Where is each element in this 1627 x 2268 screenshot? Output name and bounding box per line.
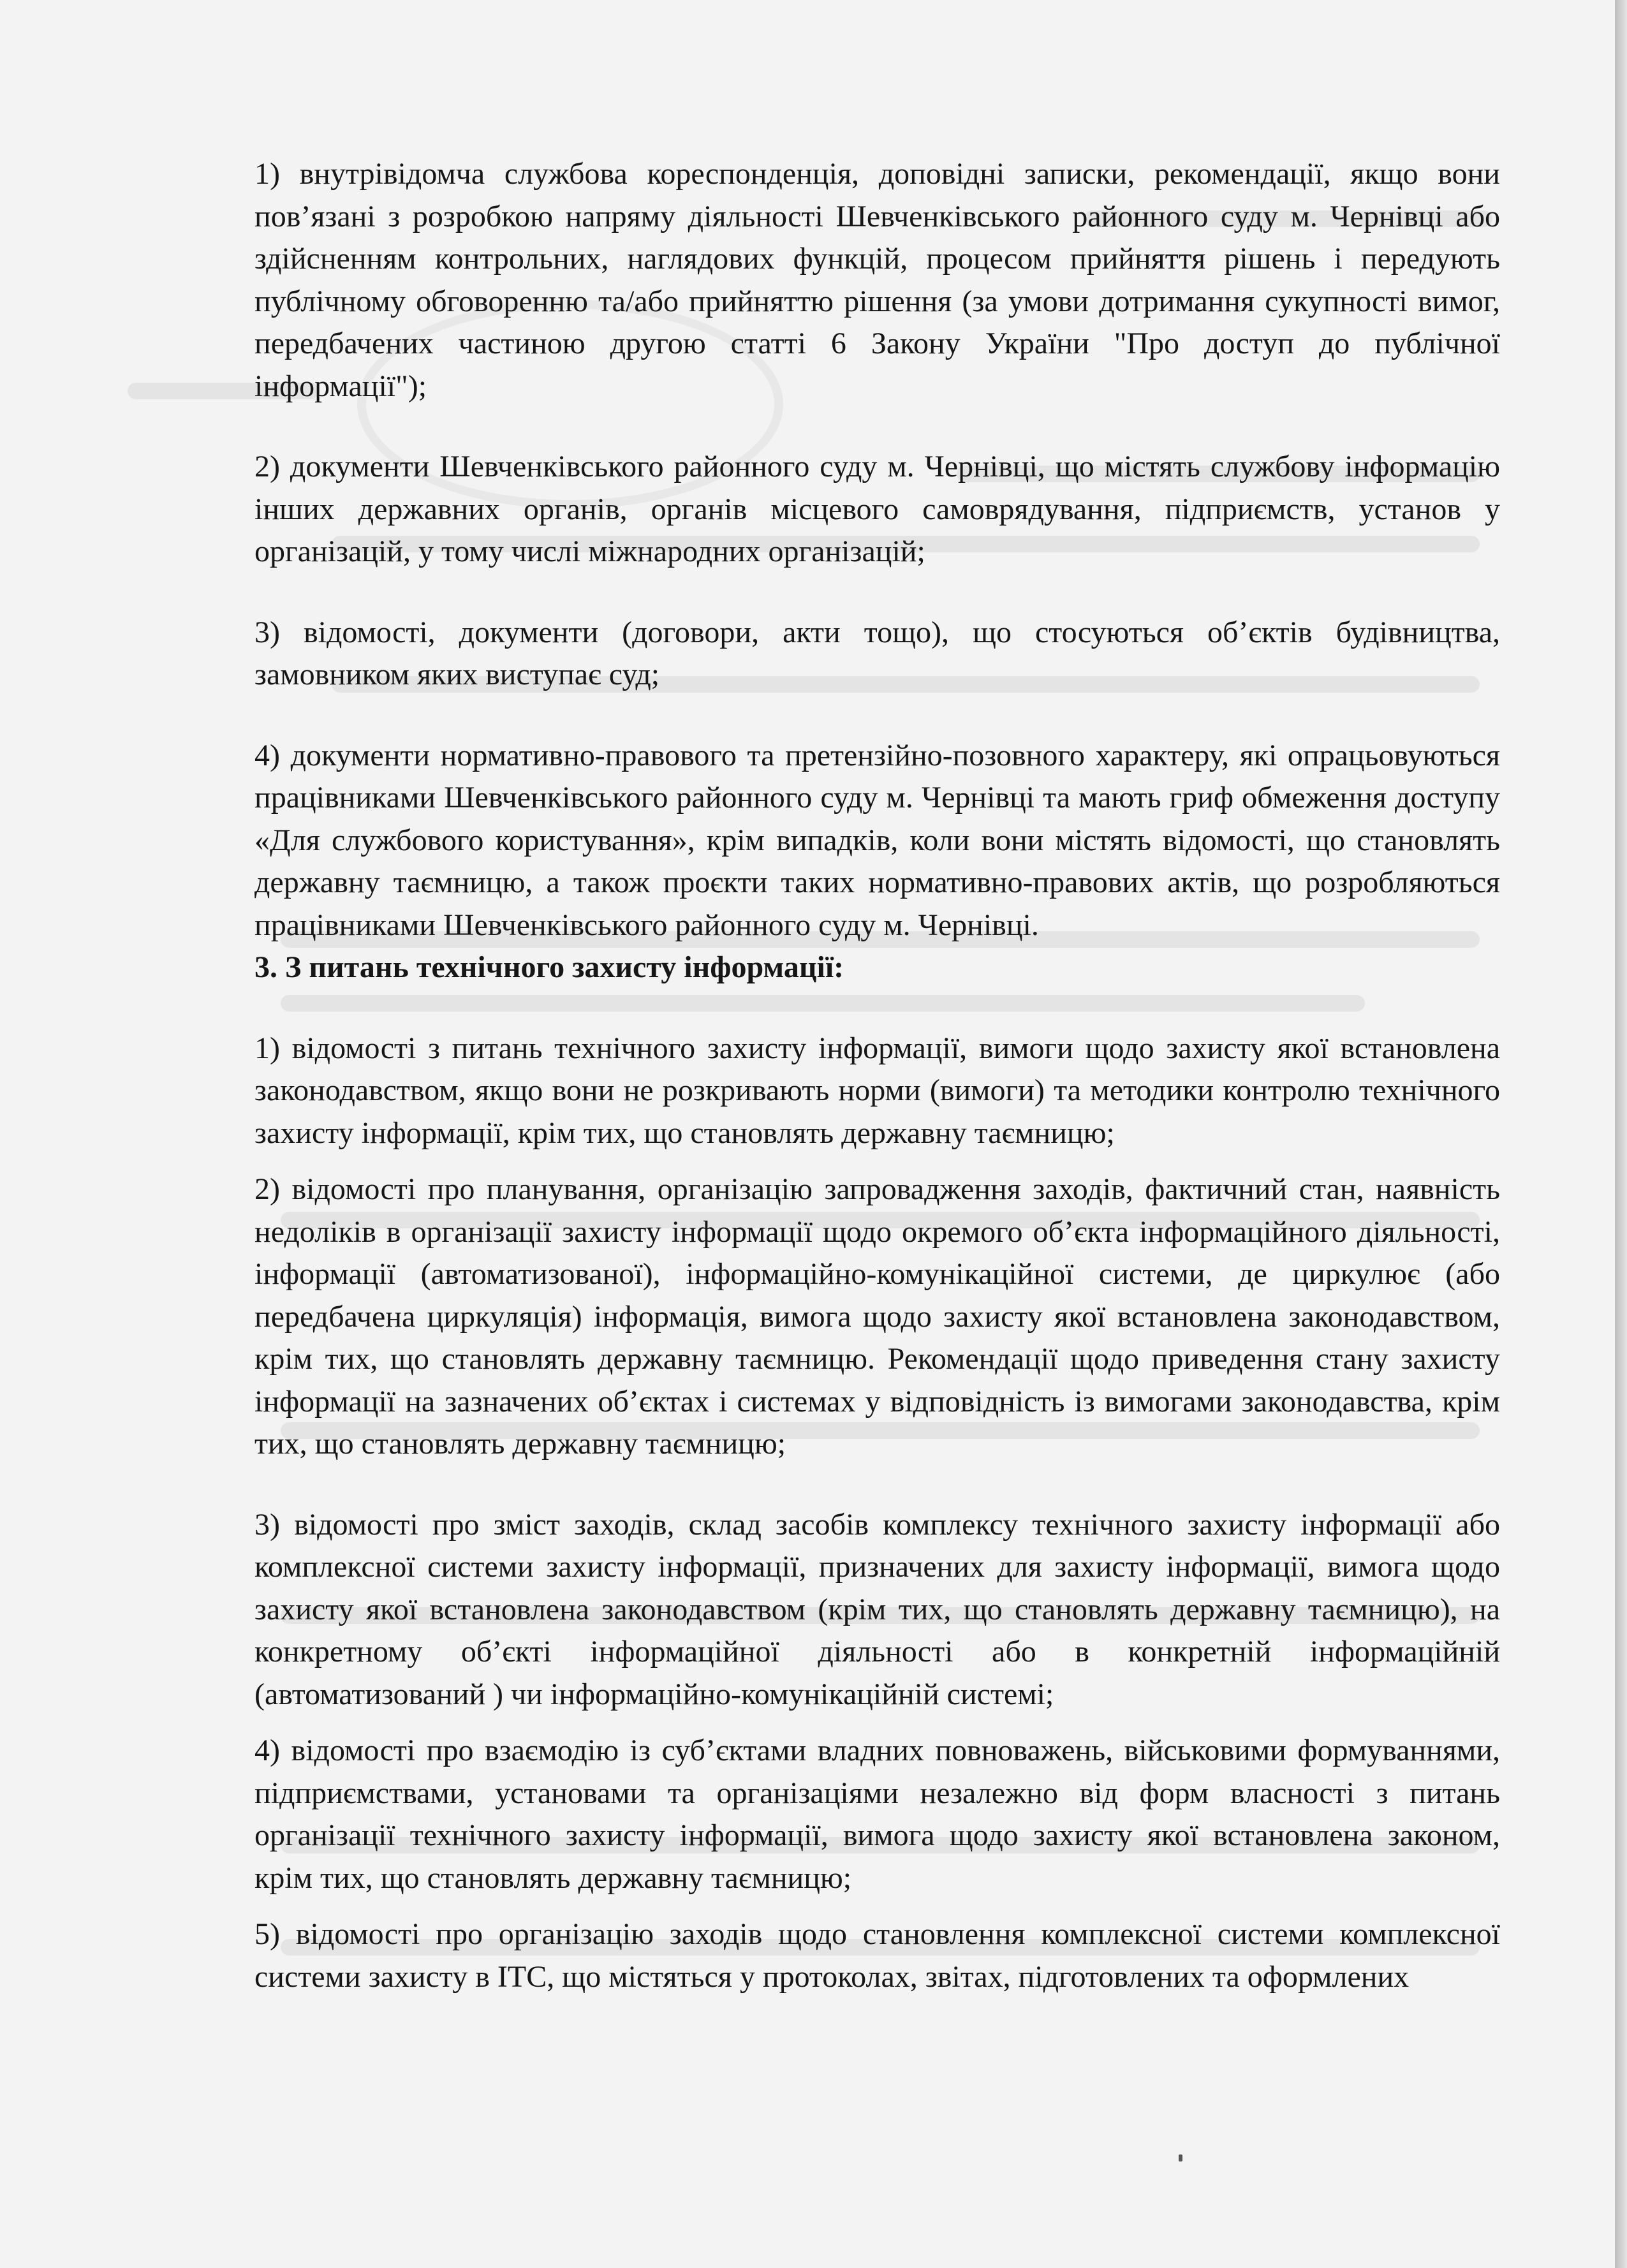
section-paragraph-5: 5) відомості про організацію заходів щодо становлення комплексної системи комплексної системи захисту в ІТС, що містяться у протоколах, звітах, підготовлених та оформлених bbox=[254, 1917, 1500, 1994]
paragraph-2: 2) документи Шевченківського районного суду м. Чернівці, що містять службову інформацію інших державних органів, органів місцевого самоврядування, підприємств, установ у організацій, у тому числі міжнародних організацій; bbox=[254, 450, 1500, 568]
section-heading: 3. З питань технічного захисту інформації: bbox=[254, 950, 844, 984]
page-edge-shadow bbox=[1615, 0, 1627, 2268]
paragraph-1: 1) внутрівідомча службова кореспонденція, доповідні записки, рекомендації, якщо вони пов’язані з розробкою напряму діяльності Шевченківського районного суду м. Чернівці або здійсненням контрольних, наглядових функцій, процесом прийняття рішень і передують публічному обговоренню та/або прийняттю рішення (за умови дотримання сукупності вимог, передбачених частиною другою статті 6 Закону України "Про доступ до публічної інформації"); bbox=[254, 157, 1500, 403]
section-paragraph-4: 4) відомості про взаємодію із суб’єктами владних повноважень, військовими формуваннями, підприємствами, установами та організаціями незалежно від форм власності з питань організації технічного захисту інформації, вимога щодо захисту якої встановлена законом, крім тих, що становлять державну таємницю; bbox=[254, 1734, 1500, 1895]
paragraph-4: 4) документи нормативно-правового та претензійно-позовного характеру, які опрацьовуються працівниками Шевченківського районного суду м. Чернівці та мають гриф обмеження доступу «Для службового користування», крім випадків, коли вони містять відомості, що становлять державну таємницю, а також проєкти таких нормативно-правових актів, що розробляються працівниками Шевченківського районного суду м. Чернівці. bbox=[254, 738, 1500, 942]
document-body bbox=[254, 153, 1500, 1998]
section-paragraph-1: 1) відомості з питань технічного захисту інформації, вимоги щодо захисту якої встановлена законодавством, якщо вони не розкривають норми (вимоги) та методики контролю технічного захисту інформації, крім тих, що становлять державну таємницю; bbox=[254, 1031, 1500, 1150]
section-paragraph-2: 2) відомості про планування, організацію запровадження заходів, фактичний стан, наявність недоліків в організації захисту інформації щодо окремого об’єкта інформаційного діяльності, інформації (автоматизованої), інформаційно-комунікаційної системи, де циркулює (або передбачена циркуляція) інформація, вимога щодо захисту якої встановлена законодавством, крім тих, що становлять державну таємницю. Рекомендації щодо приведення стану захисту інформації на зазначених об’єктах і системах у відповідність із вимогами законодавства, крім тих, що становлять державну таємницю; bbox=[254, 1172, 1500, 1461]
paragraph-3: 3) відомості, документи (договори, акти тощо), що стосуються об’єктів будівництва, замовником яких виступає суд; bbox=[254, 615, 1500, 691]
scan-speck bbox=[1179, 2154, 1182, 2161]
section-paragraph-3: 3) відомості про зміст заходів, склад засобів комплексу технічного захисту інформації або комплексної системи захисту інформації, призначених для захисту інформації, вимога щодо захисту якої встановлена законодавством (крім тих, що становлять державну таємницю), на конкретному об’єкті інформаційної діяльності або в конкретній інформаційній (автоматизований ) чи інформаційно-комунікаційній системі; bbox=[254, 1507, 1500, 1711]
